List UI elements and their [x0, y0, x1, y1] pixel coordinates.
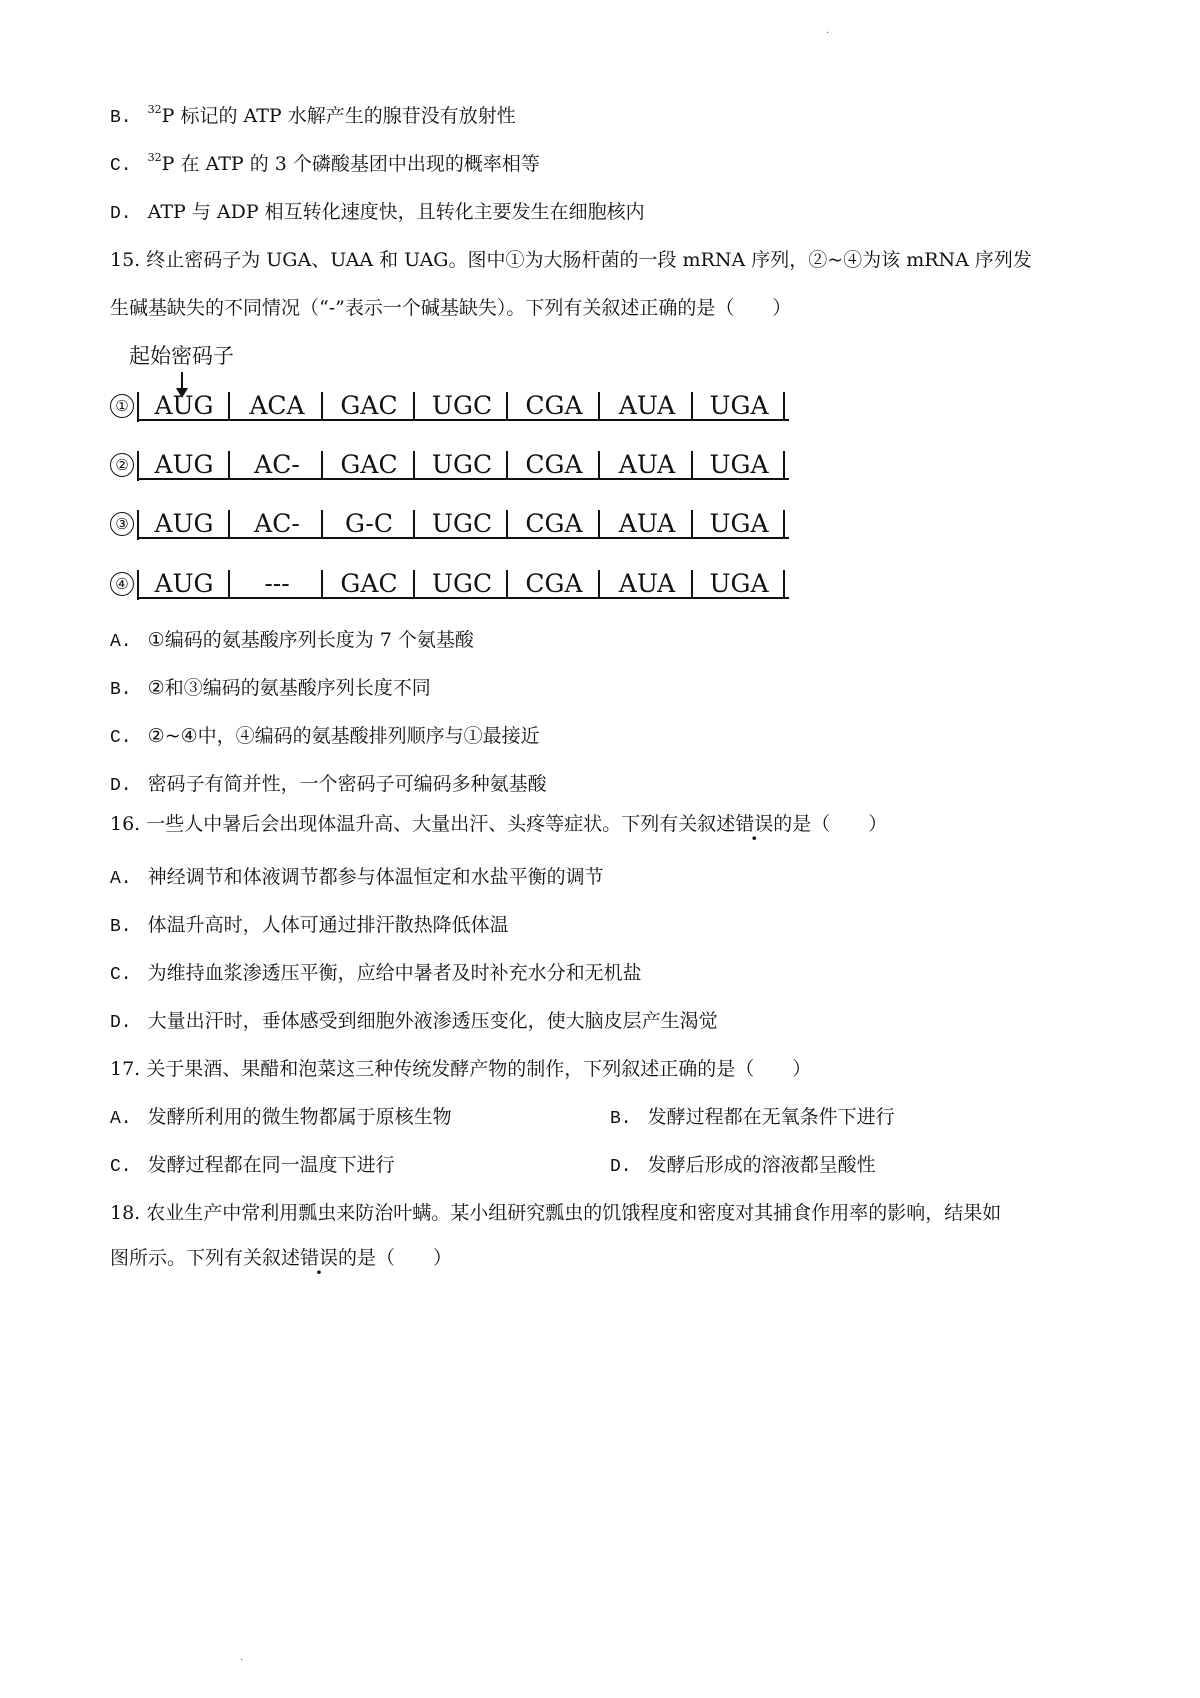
codon-separator	[598, 451, 600, 479]
q18-stem-line1: 18. 农业生产中常利用瓢虫来防治叶螨。某小组研究瓢虫的饥饿程度和密度对其捕食作用率的影响，结果如	[110, 1202, 1002, 1224]
q14-option-c: C. $^{32}$P 在 ATP 的 3 个磷酸基团中出现的概率相等	[110, 151, 540, 176]
codon-cell: GAC	[340, 450, 398, 479]
codon-cell: UGC	[431, 391, 493, 420]
q17-option-c: C. 发酵过程都在同一温度下进行	[110, 1154, 395, 1177]
sequence-row	[110, 451, 790, 483]
q18-stem-line2: 图所示。下列有关叙述错误的是（ ）	[110, 1247, 453, 1269]
scan-speck: ·	[826, 28, 830, 39]
codon-cell: AUG	[154, 450, 214, 479]
q17-stem: 17. 关于果酒、果醋和泡菜这三种传统发酵产物的制作，下列叙述正确的是（ ）	[110, 1058, 812, 1080]
q14-option-b: B. $^{32}$P 标记的 ATP 水解产生的腺苷没有放射性	[110, 103, 516, 128]
q15-stem-line2: 生碱基缺失的不同情况（“-”表示一个碱基缺失）。下列有关叙述正确的是（ ）	[110, 297, 792, 319]
codon-separator	[783, 510, 785, 538]
q17-options-row2	[110, 1153, 1110, 1179]
codon-cell: AUG	[154, 391, 214, 420]
codon-cell: UGC	[431, 509, 493, 538]
codon-separator	[228, 510, 230, 538]
q17-option-d: D. 发酵后形成的溶液都呈酸性	[610, 1154, 876, 1177]
q17-options-row1	[110, 1105, 1110, 1131]
codon-separator	[506, 392, 508, 420]
codon-cell: GAC	[340, 569, 398, 598]
codon-separator	[691, 392, 693, 420]
sequence-row	[110, 510, 790, 542]
codon-cell: UGA	[709, 509, 769, 538]
codon-separator	[598, 392, 600, 420]
sequence-row	[110, 570, 790, 602]
codon-cell: ACA	[249, 391, 305, 420]
codon-cell: ---	[264, 569, 290, 598]
codon-cell: AUG	[154, 509, 214, 538]
q16-stem: 16. 一些人中暑后会出现体温升高、大量出汗、头疼等症状。下列有关叙述错误的是（ ）	[110, 813, 888, 835]
q15-option-b: B. ②和③编码的氨基酸序列长度不同	[110, 677, 431, 700]
codon-cell: UGA	[709, 391, 769, 420]
codon-separator	[506, 451, 508, 479]
q15-stem-line1: 15. 终止密码子为 UGA、UAA 和 UAG。图中①为大肠杆菌的一段 mRNA 序列，②~④为该 mRNA 序列发	[110, 249, 1032, 271]
codon-separator	[691, 451, 693, 479]
sequence-number: ④	[110, 572, 134, 596]
q16-option-b: B. 体温升高时，人体可通过排汗散热降低体温	[110, 914, 509, 937]
codon-separator	[321, 451, 323, 479]
codon-separator	[321, 392, 323, 420]
sequence-start-bar	[137, 570, 139, 600]
codon-cell: AUA	[618, 450, 676, 479]
start-codon-label: 起始密码子	[129, 344, 234, 368]
codon-separator	[321, 570, 323, 598]
codon-separator	[691, 510, 693, 538]
codon-cell: AUA	[618, 569, 676, 598]
codon-cell: AUG	[154, 569, 214, 598]
codon-cell: AUA	[618, 391, 676, 420]
codon-separator	[506, 570, 508, 598]
codon-separator	[783, 570, 785, 598]
codon-cell: UGA	[709, 450, 769, 479]
codon-cell: UGC	[431, 569, 493, 598]
sequence-row	[110, 392, 790, 424]
q17-option-a: A. 发酵所利用的微生物都属于原核生物	[110, 1106, 452, 1129]
q15-option-a: A. ①编码的氨基酸序列长度为 7 个氨基酸	[110, 629, 474, 652]
emphasis-mark: 错误	[300, 1247, 339, 1269]
codon-separator	[413, 451, 415, 479]
codon-separator	[691, 570, 693, 598]
q16-option-c: C. 为维持血浆渗透压平衡，应给中暑者及时补充水分和无机盐	[110, 962, 642, 985]
codon-cell: AC-	[254, 509, 300, 538]
emphasis-mark: 错误	[735, 813, 774, 835]
sequence-number: ②	[110, 453, 134, 477]
codon-cell: CGA	[525, 391, 583, 420]
sequence-start-bar	[137, 510, 139, 540]
codon-separator	[413, 392, 415, 420]
sequence-start-bar	[137, 392, 139, 422]
codon-separator	[228, 570, 230, 598]
sequence-number: ③	[110, 512, 134, 536]
codon-separator	[506, 510, 508, 538]
codon-cell: GAC	[340, 391, 398, 420]
sequence-start-bar	[137, 451, 139, 481]
codon-separator	[783, 451, 785, 479]
codon-cell: CGA	[525, 509, 583, 538]
codon-cell: AUA	[618, 509, 676, 538]
q15-option-d: D. 密码子有简并性，一个密码子可编码多种氨基酸	[110, 773, 547, 796]
codon-separator	[598, 510, 600, 538]
codon-separator	[321, 510, 323, 538]
codon-cell: CGA	[525, 450, 583, 479]
codon-cell: AC-	[254, 450, 300, 479]
codon-separator	[413, 570, 415, 598]
scan-speck: ·	[240, 1655, 244, 1666]
q15-option-c: C. ②~④中，④编码的氨基酸排列顺序与①最接近	[110, 725, 540, 748]
q16-option-a: A. 神经调节和体液调节都参与体温恒定和水盐平衡的调节	[110, 866, 604, 889]
codon-cell: UGA	[709, 569, 769, 598]
sequence-number: ①	[110, 394, 134, 418]
q17-option-b: B. 发酵过程都在无氧条件下进行	[610, 1106, 895, 1129]
codon-separator	[413, 510, 415, 538]
codon-separator	[598, 570, 600, 598]
codon-separator	[783, 392, 785, 420]
q14-option-d: D. ATP 与 ADP 相互转化速度快，且转化主要发生在细胞核内	[110, 201, 645, 224]
codon-separator	[228, 392, 230, 420]
codon-cell: CGA	[525, 569, 583, 598]
codon-cell: UGC	[431, 450, 493, 479]
codon-separator	[228, 451, 230, 479]
q16-option-d: D. 大量出汗时，垂体感受到细胞外液渗透压变化，使大脑皮层产生渴觉	[110, 1010, 718, 1033]
codon-cell: G-C	[344, 509, 393, 538]
